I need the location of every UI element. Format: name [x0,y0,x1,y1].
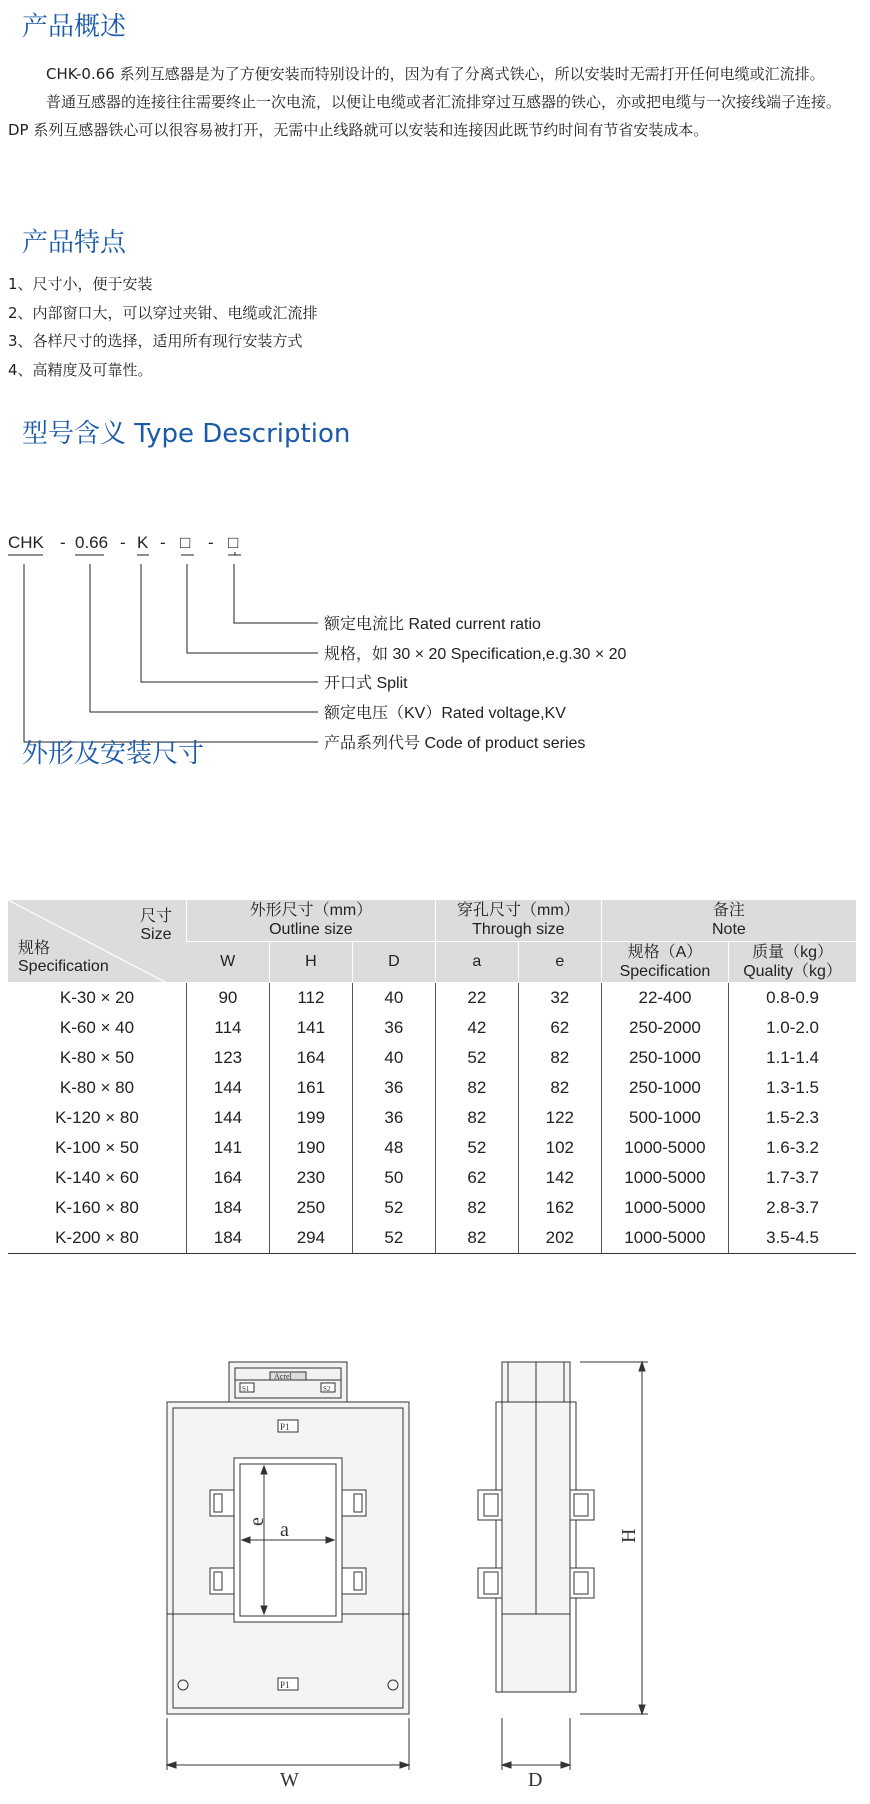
table-cell: 42 [435,1013,518,1043]
label-product-series: 产品系列代号 Code of product series [324,735,586,752]
table-cell: 122 [518,1103,601,1133]
table-cell: K-80 × 80 [59,1078,135,1097]
col-e: e [518,941,601,982]
table-cell: 294 [269,1223,352,1254]
table-cell: K-60 × 40 [59,1018,135,1037]
table-cell: 40 [352,1043,435,1073]
table-cell: 2.8-3.7 [729,1193,856,1223]
front-view [167,1362,409,1791]
overview-text [8,60,858,144]
table-row [8,1073,856,1103]
corner-spec-label: 规格 [18,940,51,957]
table-cell: 52 [435,1133,518,1163]
table-cell: 250 [269,1193,352,1223]
table-row [8,1163,856,1193]
features-list [8,270,318,384]
table-cell: 144 [186,1103,269,1133]
table-cell: 82 [435,1073,518,1103]
table-cell: K-30 × 20 [59,988,135,1007]
table-cell: 1.1-1.4 [729,1043,856,1073]
table-cell: 1.0-2.0 [729,1013,856,1043]
table-cell: 102 [518,1133,601,1163]
table-cell: 230 [269,1163,352,1193]
table-cell: 1000-5000 [601,1193,728,1223]
code-dash: - [208,533,214,552]
table-cell: 90 [186,983,269,1014]
note-label-en: Note [712,921,746,939]
overview-paragraph-1: CHK-0.66 系列互感器是为了方便安装而特别设计的，因为有了分离式铁心，所以安装时无需打开任何电缆或汇流排。 [46,65,825,83]
col-H: H [269,941,352,982]
table-cell: 52 [435,1043,518,1073]
outline-label: 外形尺寸（mm） [249,902,373,920]
col-a: a [435,941,518,982]
table-cell: 164 [186,1163,269,1193]
type-description-title: 型号含义 Type Description [22,419,351,449]
corner-size-label: 尺寸 [139,908,172,925]
overview-title: 产品概述 [22,12,127,42]
dim-label-D: D [528,1769,543,1791]
dimensions-table-body [8,983,856,1254]
table-cell: 250-1000 [601,1043,728,1073]
table-cell: 1.5-2.3 [729,1103,856,1133]
table-cell: 82 [518,1073,601,1103]
table-cell: 202 [518,1223,601,1254]
table-cell: K-100 × 50 [55,1138,139,1157]
code-dash: - [160,533,166,552]
table-cell: 161 [269,1073,352,1103]
outline-drawing [0,1340,870,1800]
spec-a-label-en: Specification [619,962,711,980]
corner-spec-label-en: Specification [18,958,109,975]
table-cell: 36 [352,1103,435,1133]
code-dash: - [60,533,66,552]
table-cell: K-140 × 60 [55,1168,139,1187]
code-part-voltage: 0.66 [75,533,109,552]
terminal-s1: S1 [242,1385,250,1393]
p1-bottom-label: P1 [280,1680,290,1690]
p1-top-label: P1 [280,1422,290,1432]
table-cell: 40 [352,983,435,1014]
table-row [8,1013,856,1043]
table-cell: 164 [269,1043,352,1073]
label-rated-voltage: 额定电压（KV）Rated voltage,KV [324,705,566,722]
dim-label-a: a [280,1519,289,1541]
table-cell: 82 [518,1043,601,1073]
col-quality [729,941,856,982]
table-row [8,1193,856,1223]
table-cell: 1.3-1.5 [729,1073,856,1103]
table-cell: 32 [518,983,601,1014]
corner-size-label-en: Size [140,926,172,943]
code-part-spec-box: □ [180,533,191,552]
table-cell: 22-400 [601,983,728,1014]
terminal-s2: S2 [323,1385,331,1393]
table-cell: 62 [435,1163,518,1193]
through-label-en: Through size [472,921,565,939]
table-row [8,1103,856,1133]
label-specification: 规格，如 30 × 20 Specification,e.g.30 × 20 [324,646,627,663]
table-cell: 1000-5000 [601,1223,728,1254]
table-cell: 250-2000 [601,1013,728,1043]
quality-label: 质量（kg） [752,943,833,961]
spec-a-label: 规格（A） [627,943,703,961]
dim-label-W: W [280,1769,299,1791]
feature-item: 3、各样尺寸的选择，适用所有现行安装方式 [8,332,303,350]
code-part-split: K [137,533,149,552]
dim-label-H: H [618,1528,640,1543]
table-cell: 3.5-4.5 [729,1223,856,1254]
header-through [435,900,601,941]
table-cell: 199 [269,1103,352,1133]
label-split: 开口式 Split [324,675,408,692]
table-cell: 82 [435,1223,518,1254]
col-D: D [352,941,435,982]
table-cell: 250-1000 [601,1073,728,1103]
table-cell: 500-1000 [601,1103,728,1133]
code-part-series: CHK [8,533,44,552]
table-cell: 82 [435,1103,518,1133]
dimensions-table [8,900,856,1254]
header-note [601,900,856,941]
table-cell: K-200 × 80 [8,1223,186,1254]
table-cell: 1.6-3.2 [729,1133,856,1163]
table-cell: 144 [186,1073,269,1103]
table-cell: 48 [352,1133,435,1163]
through-label: 穿孔尺寸（mm） [456,902,580,920]
table-row [8,1043,856,1073]
header-outline [186,900,435,941]
code-part-ratio-box: □ [228,533,239,552]
table-cell: 0.8-0.9 [729,983,856,1014]
table-cell: K-120 × 80 [55,1108,139,1127]
table-cell: 52 [352,1223,435,1254]
dim-label-e: e [246,1517,268,1526]
table-cell: 141 [186,1133,269,1163]
table-cell: 82 [435,1193,518,1223]
table-cell: 1000-5000 [601,1163,728,1193]
table-cell: 36 [352,1013,435,1043]
table-cell: K-80 × 50 [59,1048,135,1067]
side-view [478,1362,648,1791]
table-cell: K-160 × 80 [55,1198,139,1217]
table-cell: 62 [518,1013,601,1043]
table-cell: 1.7-3.7 [729,1163,856,1193]
table-cell: 123 [186,1043,269,1073]
table-cell: 162 [518,1193,601,1223]
table-row [8,983,856,1014]
table-cell: 1000-5000 [601,1133,728,1163]
note-label: 备注 [712,902,745,920]
table-cell: 52 [352,1193,435,1223]
quality-label-en: Quality（kg） [743,962,842,980]
label-rated-current: 额定电流比 Rated current ratio [324,616,541,633]
table-cell: 36 [352,1073,435,1103]
code-dash: - [120,533,126,552]
table-cell: 50 [352,1163,435,1193]
table-cell: 112 [269,983,352,1014]
table-cell: 22 [435,983,518,1014]
table-cell: 184 [186,1193,269,1223]
table-cell: 114 [186,1013,269,1043]
brand-label: Acrel [274,1372,292,1381]
feature-item: 2、内部窗口大，可以穿过夹钳、电缆或汇流排 [8,303,318,322]
table-cell: 141 [269,1013,352,1043]
table-cell: 184 [186,1223,269,1254]
feature-item: 1、尺寸小，便于安装 [8,275,153,293]
table-cell: 142 [518,1163,601,1193]
outline-label-en: Outline size [269,921,353,939]
dimensions-title: 外形及安装尺寸 [22,739,205,769]
table-row [8,1133,856,1163]
header-corner [8,900,186,983]
overview-paragraph-2: 普通互感器的连接往往需要终止一次电流，以便让电缆或者汇流排穿过互感器的铁心，亦或把电缆与一次接线端子连接。DP 系列互感器铁心可以很容易被打开，无需中止线路就可以安装和连接因此既节约时间有节省安装成本。 [8,93,842,139]
features-title: 产品特点 [22,228,127,258]
feature-item: 4、高精度及可靠性。 [8,360,153,379]
table-row [8,1223,856,1254]
table-cell: 190 [269,1133,352,1163]
col-spec-a [601,941,728,982]
col-W: W [186,941,269,982]
